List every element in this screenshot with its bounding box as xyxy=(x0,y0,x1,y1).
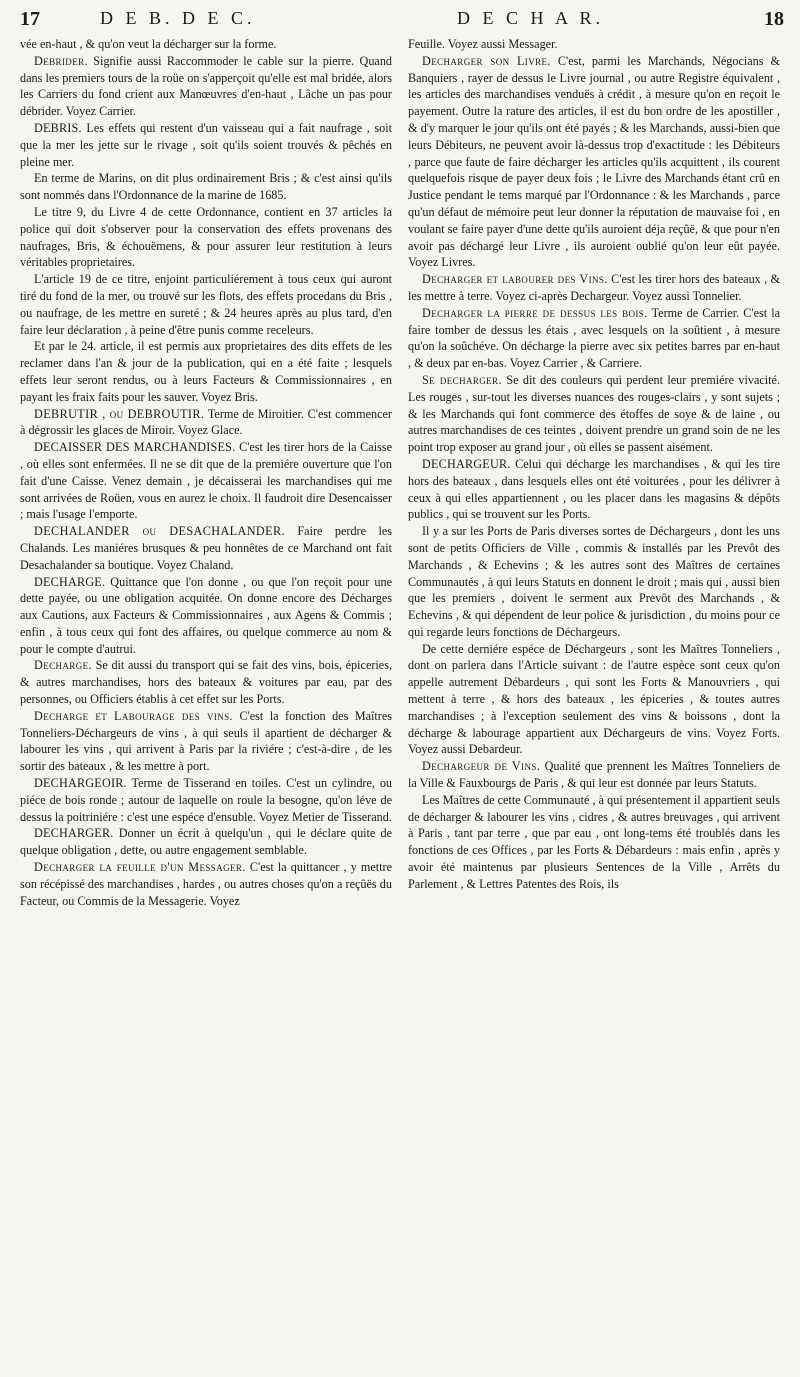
dictionary-entry xyxy=(408,792,780,893)
dictionary-entry xyxy=(408,36,780,53)
entry-text: Le titre 9, du Livre 4 de cette Ordonnance, contient en 37 articles la police qui doit s'observer pour la conservation des effets provenans des naufrages, Bris, & échouëmens, & pour assurer leur restitution à leurs véritables proprietaires. xyxy=(20,204,392,270)
entry-headword: DEBRIS. xyxy=(34,120,82,135)
dictionary-entry xyxy=(20,271,392,338)
entry-headword: Decharge. xyxy=(34,658,92,673)
dictionary-entry xyxy=(408,523,780,641)
right-column xyxy=(408,36,780,893)
dictionary-entry xyxy=(20,775,392,825)
entry-headword: DECAISSER DES MARCHANDISES. xyxy=(34,440,236,455)
dictionary-entry xyxy=(408,456,780,523)
dictionary-entry xyxy=(20,439,392,523)
entry-text: Celui qui décharge les marchandises , & qui les tire hors des bateaux , dans lesquels elles ont été voiturées , pour les délivrer à ceux à qui elles appartiennent , ou les placer dans les magasins & dépôts publics , qui se trouvent sur les Ports. xyxy=(408,456,781,522)
dictionary-entry xyxy=(408,271,780,305)
entry-headword: Debrider. xyxy=(34,53,88,68)
dictionary-entry xyxy=(408,758,780,792)
entry-text: Terme de Carrier. C'est la faire tomber de dessus les étais , avec lesquels on la soûtient , à mesure qu'on la soûchéve. On décharge la pierre avec six petites barres par en-haut , & deux par en-bas. Voyez Carrier , & Carriere. xyxy=(408,305,781,371)
entry-text: Faire perdre les Chalands. Les maniéres brusques & peu honnêtes de ce Marchand ont fait Desachalander sa boutique. Voyez Chaland. xyxy=(20,524,392,572)
entry-text: Signifie aussi Raccommoder le cable sur la pierre. Quand dans les premiers tours de la roüe on s'apperçoit qu'elle est mal bridée, alors les Carriers du fond crient aux Manœuvres d'en-haut , Lâche un pas pour débrider. Voyez Carrier. xyxy=(20,53,393,119)
entry-text: Et par le 24. article, il est permis aux proprietaires des dits effets de les reclamer dans l'an & jour de la publication, qui en a été faite ; lesquels effets leur seront rendus, ou à leurs Facteurs & Commissionnaires , en payant les fraix faits pour les sauver. Voyez Bris. xyxy=(20,339,392,404)
dictionary-entry xyxy=(20,406,392,440)
entry-text: Il y a sur les Ports de Paris diverses sortes de Déchargeurs , dont les uns sont de petits Officiers de Ville , commis & installés par les Prevôt des Marchands , & Echevins ; & les autres sont des Maîtres de certaines Communautés , à qui leurs Statuts en donnent le droit ; mais qui , aussi bien que les premiers , doivent le serment aux Prevôt des Marchands , & Echevins , & qui dépendent de leur police & jurisdiction , du moins pour ce qui regarde leurs fonctions de Déchargeurs. xyxy=(408,524,780,639)
entry-text: Feuille. Voyez aussi Messager. xyxy=(408,37,558,51)
entry-text: En terme de Marins, on dit plus ordinairement Bris ; & c'est ainsi qu'ils sont nommés dans l'Ordonnance de la marine de 1685. xyxy=(20,171,392,203)
running-header xyxy=(20,8,784,34)
dictionary-entry xyxy=(408,305,780,372)
left-column xyxy=(20,36,392,909)
entry-text: Terme de Tisserand en toiles. C'est un cylindre, ou piéce de bois ronde ; autour de laquelle on roule la besogne, qu'on léve de dessus la poitriniére : c'est une espéce d'ensuble. Voyez Metier de Tisserand. xyxy=(20,776,393,824)
dictionary-entry xyxy=(20,170,392,204)
entry-text: C'est les tirer hors de la Caisse , où elles sont enfermées. Il ne se dit que de la premiére ouverture que l'on fait d'une Caisse. Venez demain , je décaisserai les marchandises qui me sont arrivées de Roüen, vous en aurez le choix. Il faudroit dire Desencaisser ; mais l'usage l'emporte. xyxy=(20,440,392,522)
entry-text: L'article 19 de ce titre, enjoint particuliérement à tous ceux qui auront tiré du fond de la mer, ou trouvé sur les flots, des effets procedans du Bris , ou naufrage, de les mettre en sureté ; & 24 heures après au plus tard, d'en faire leur déclaration , à peine d'être punis comme receleurs. xyxy=(20,272,392,337)
entry-text: Terme de Miroitier. C'est commencer à dégrossir les glaces de Miroir. Voyez Glace. xyxy=(20,406,392,438)
dictionary-entry xyxy=(408,641,780,759)
dictionary-entry xyxy=(20,574,392,658)
dictionary-entry xyxy=(20,523,392,573)
entry-text: Donner un écrit à quelqu'un , qui le déclare quite de quelque obligation , dette, ou autre engagement semblable. xyxy=(20,826,392,858)
dictionary-entry xyxy=(20,36,392,53)
entry-headword: Decharger la pierre de dessus les bois. xyxy=(422,305,648,320)
entry-headword: DECHARGER. xyxy=(34,826,114,841)
dictionary-entry xyxy=(408,372,780,456)
entry-headword: DECHARGEUR. xyxy=(422,456,511,471)
dictionary-entry xyxy=(20,825,392,859)
dictionary-entry xyxy=(20,120,392,170)
dictionary-entry xyxy=(20,859,392,909)
entry-text: C'est la quittancer , y mettre son récépissé des marchandises , hardes , ou autres choses qu'on a reçûës du Facteur, ou Commis de la Messagerie. Voyez xyxy=(20,860,393,908)
entry-headword: Dechargeur de Vins. xyxy=(422,759,541,774)
entry-text: Qualité que prennent les Maîtres Tonneliers de la Ville & Fauxbourgs de Paris , & qui leur est donnée par leurs Statuts. xyxy=(408,759,781,791)
entry-text: Se dit aussi du transport qui se fait des vins, bois, épiceries, & autres marchandises, hors des bateaux & voitures par eau, par des personnes, ou Officiers établis à cet effet sur les Ports. xyxy=(20,658,392,707)
entry-headword: DECHARGEOIR. xyxy=(34,776,127,791)
entry-text: C'est, parmi les Marchands, Négocians & Banquiers , rayer de dessus le Livre journal , ou autre Registre équivalent , les articles des marchandises venduës à crédit , à mesure qu'on en reçoit le payement. Outre la rature des articles, il est du bon ordre de les apostiller , & d'y marquer le jour qu'ils ont été payés ; & les Marchands, aussi-bien que leurs Débiteurs, ne peuvent avoir là-dessus trop d'exactitude : les Débiteurs , parce que faute de faire décharger les articles qu'ils acquittent , ils courent quelquefois risque de payer deux fois ; le Livre des Marchands étant crû en Justice pendant le tems marqué par l'Ordonnance : & les Marchands , parce qu'un défaut de mémoire peut leur donner la réputation de mauvaise foi , en voulant se faire payer d'une dette qu'ils auroient déja reçûë, & que pour n'en avoir pas déchargé leur Livre , ils auroient oublié qu'on leur eût payée. Voyez Livres. xyxy=(408,53,781,270)
dictionary-entry xyxy=(20,657,392,707)
running-head-left: D E B. D E C. xyxy=(100,8,256,28)
dictionary-entry xyxy=(20,204,392,271)
dictionary-entry xyxy=(20,53,392,120)
entry-headword: DEBRUTIR , ou DEBROUTIR. xyxy=(34,406,205,421)
entry-text: Quittance que l'on donne , ou que l'on reçoit pour une dette payée, ou une obligation acquitée. On donne encore des Décharges aux Cautions, aux Facteurs & Commissionnaires , aux Agens & Commis ; enfin , à tous ceux qui font des affaires, ou quelque commerce au nom & pour le compte d'autrui. xyxy=(20,574,392,656)
entry-text: C'est la fonction des Maîtres Tonneliers-Déchargeurs de vins , à qui seuls il apartient de décharger & labourer les vins , qui arrivent à Paris par la riviére ; c'est-à-dire , de les sortir des bateaux , & les mettre à port. xyxy=(20,708,393,774)
entry-text: vée en-haut , & qu'on veut la décharger sur la forme. xyxy=(20,37,277,51)
entry-text: C'est les tirer hors des bateaux , & les mettre à terre. Voyez ci-après Dechargeur. Voyez aussi Tonnelier. xyxy=(408,272,781,303)
entry-text: Les effets qui restent d'un vaisseau qui a fait naufrage , soit que la mer les jette sur le rivage , soit qu'ils soient trouvés & pêchés en pleine mer. xyxy=(20,120,392,169)
entry-text: De cette derniére espéce de Déchargeurs , sont les Maîtres Tonneliers , dont on parlera dans l'Article suivant : de l'autre espèce sont ceux qu'on appelle autrement Débardeurs , qui sont les Forts & Manouvriers , qui mettent à terre , & hors des bateaux , les épiceries , & toutes autres marchandises ; à l'exception seulement des vins & boissons , dont la décharge & labourage appartient aux Déchargeurs de vins. Voyez Forts. Voyez aussi Debardeur. xyxy=(408,641,780,757)
running-head-right: D E C H A R. xyxy=(457,8,605,28)
entry-headword: Decharger la feuille d'un Messager. xyxy=(34,860,246,875)
entry-headword: DECHALANDER ou DESACHALANDER. xyxy=(34,524,285,539)
entry-headword: Se decharger. xyxy=(422,372,502,387)
entry-headword: Decharger et labourer des Vins. xyxy=(422,272,608,287)
dictionary-entry xyxy=(20,708,392,775)
entry-text: Les Maîtres de cette Communauté , à qui présentement il appartient seuls de décharger & labourer les vins , cidres , & autres breuvages , qui arrivent à Paris , tant par terre , que par eau , ont long-tems été troublés dans les fonctions de ces Offices , par les Forts & Débardeurs : mais enfin , après y avoir été maintenus par plusieurs Sentences de la Ville , Arrêts du Parlement , & Lettres Patentes des Rois, ils xyxy=(408,792,780,891)
entry-headword: Decharge et Labourage des vins. xyxy=(34,708,233,723)
entry-headword: DECHARGE. xyxy=(34,574,106,589)
page-number-left: 17 xyxy=(20,8,40,30)
dictionary-entry xyxy=(20,338,392,405)
entry-text: Se dit des couleurs qui perdent leur premiére vivacité. Les rouges , sur-tout les diverses nuances des rouges-clairs , y sont sujets ; & les Marchands qui font commerce des étoffes de soye & de laine , ou autres marchandises de ces teintes , doivent prendre un grand soin de ne les point trop exposer au grand jour , où elles se passent aisément. xyxy=(408,372,780,455)
entry-headword: Decharger son Livre. xyxy=(422,53,551,68)
page-number-right: 18 xyxy=(764,8,784,30)
dictionary-entry xyxy=(408,53,780,271)
